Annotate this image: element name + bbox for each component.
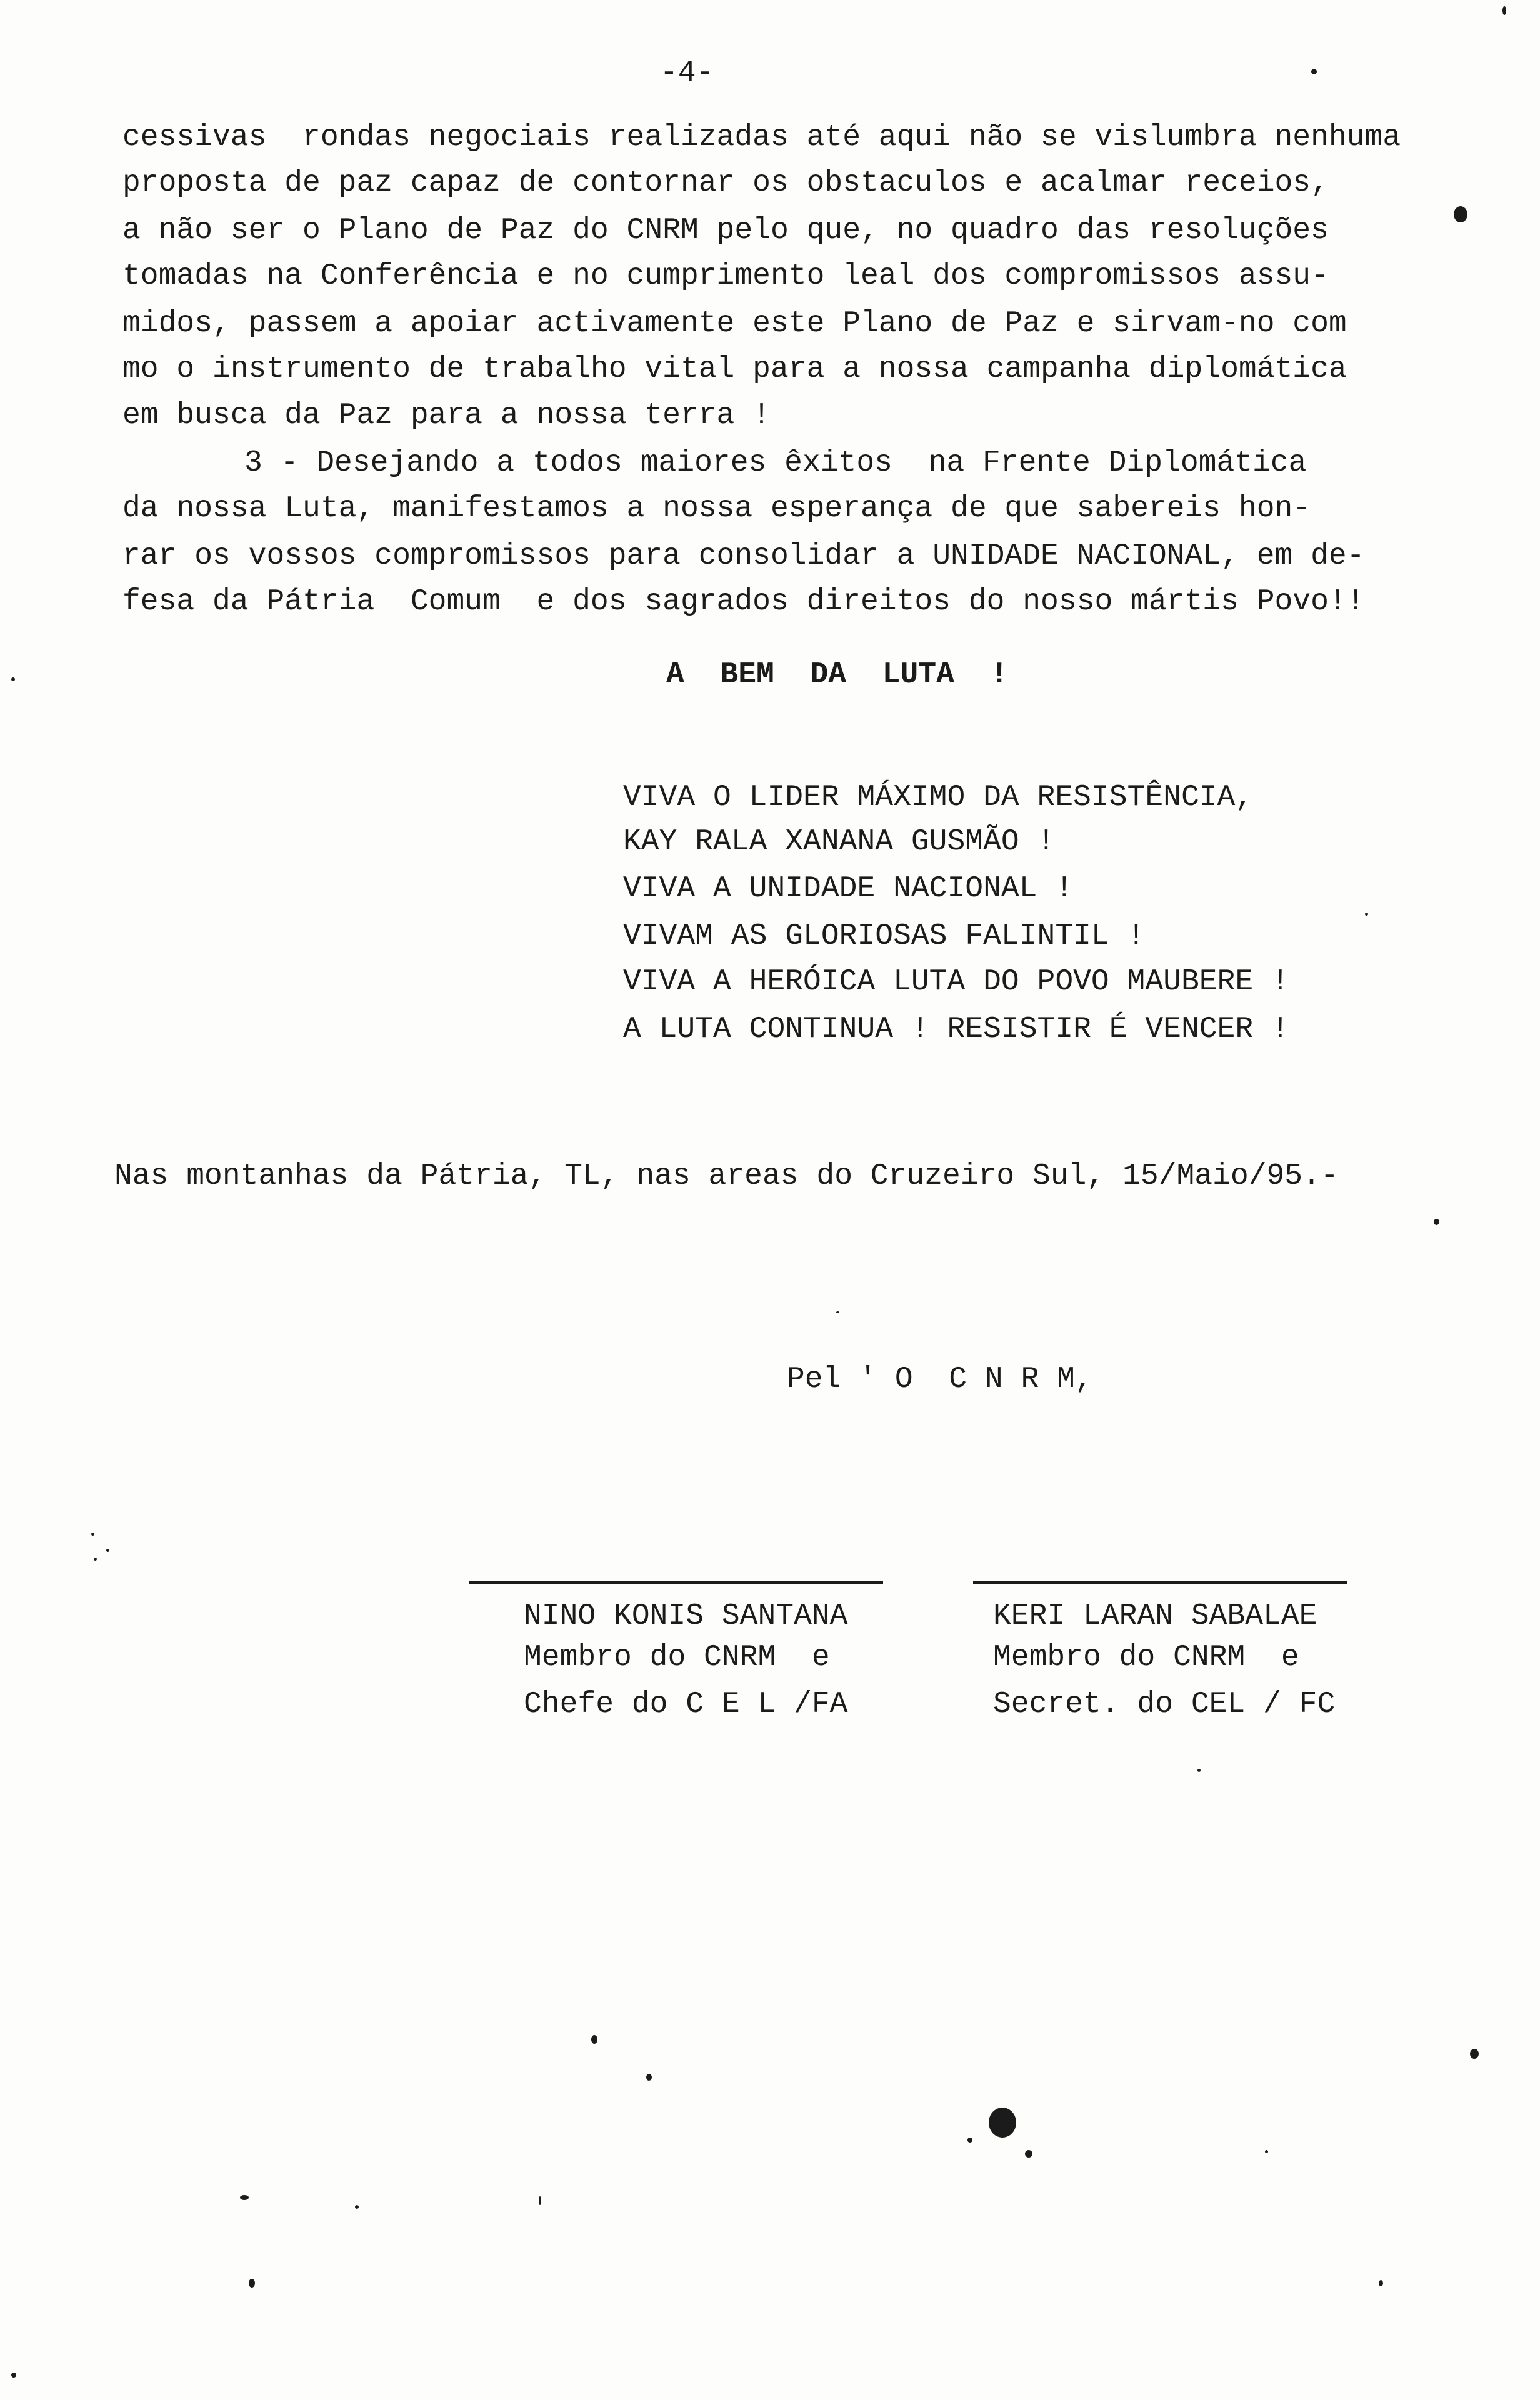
signatory-role: Membro do CNRM e bbox=[993, 1641, 1299, 1674]
ink-speck bbox=[646, 2074, 652, 2081]
ink-speck bbox=[11, 2372, 16, 2378]
body-line: proposta de paz capaz de contornar os obstaculos e acalmar receios, bbox=[122, 166, 1329, 200]
ink-speck bbox=[1434, 1219, 1439, 1225]
ink-speck bbox=[989, 2108, 1016, 2138]
place-date: Nas montanhas da Pátria, TL, nas areas do Cruzeiro Sul, 15/Maio/95.- bbox=[114, 1159, 1339, 1193]
ink-speck bbox=[1379, 2280, 1383, 2286]
ink-speck bbox=[106, 1549, 109, 1552]
ink-speck bbox=[1198, 1769, 1201, 1772]
ink-speck bbox=[1365, 912, 1368, 916]
signatory-title: Chefe do C E L /FA bbox=[524, 1688, 848, 1721]
ink-speck bbox=[1454, 206, 1468, 222]
ink-speck bbox=[1502, 6, 1506, 15]
slogan: VIVAM AS GLORIOSAS FALINTIL ! bbox=[623, 919, 1146, 953]
signatory-title: Secret. do CEL / FC bbox=[993, 1688, 1336, 1721]
signatory-for: Pel ' O C N R M, bbox=[787, 1362, 1093, 1396]
slogan: VIVA A UNIDADE NACIONAL ! bbox=[623, 872, 1074, 906]
signature-line-left bbox=[469, 1581, 883, 1584]
ink-speck bbox=[1311, 69, 1317, 74]
ink-speck bbox=[91, 1532, 94, 1536]
body-line: rar os vossos compromissos para consolidar a UNIDADE NACIONAL, em de- bbox=[122, 539, 1365, 573]
ink-speck bbox=[249, 2279, 255, 2288]
signatory-name: NINO KONIS SANTANA bbox=[524, 1599, 848, 1633]
ink-speck bbox=[968, 2138, 972, 2142]
ink-speck bbox=[1265, 2150, 1268, 2153]
ink-speck bbox=[94, 1558, 97, 1561]
body-line: tomadas na Conferência e no cumprimento leal dos compromissos assu- bbox=[122, 259, 1329, 293]
ink-speck bbox=[1470, 2049, 1479, 2059]
slogan: A LUTA CONTINUA ! RESISTIR É VENCER ! bbox=[623, 1012, 1289, 1046]
body-line: midos, passem a apoiar activamente este Plano de Paz e sirvam-no com bbox=[122, 307, 1347, 341]
signatory-name: KERI LARAN SABALAE bbox=[993, 1599, 1318, 1633]
ink-speck bbox=[240, 2195, 249, 2200]
ink-speck bbox=[1025, 2150, 1032, 2158]
signatory-role: Membro do CNRM e bbox=[524, 1641, 830, 1674]
body-line: a não ser o Plano de Paz do CNRM pelo que, no quadro das resoluções bbox=[122, 214, 1329, 248]
slogan: VIVA A HERÓICA LUTA DO POVO MAUBERE ! bbox=[623, 965, 1289, 999]
ink-speck bbox=[355, 2205, 359, 2209]
ink-speck bbox=[11, 678, 15, 681]
body-line: em busca da Paz para a nossa terra ! bbox=[122, 399, 771, 432]
slogan: VIVA O LIDER MÁXIMO DA RESISTÊNCIA, bbox=[623, 781, 1254, 814]
body-line: cessivas rondas negociais realizadas até aqui não se vislumbra nenhuma bbox=[122, 121, 1401, 154]
body-line: mo o instrumento de trabalho vital para a nossa campanha diplomática bbox=[122, 352, 1347, 386]
ink-speck bbox=[836, 1311, 839, 1313]
ink-speck bbox=[539, 2196, 541, 2205]
closing-salutation: A BEM DA LUTA ! bbox=[666, 658, 1009, 692]
ink-speck bbox=[591, 2035, 598, 2044]
signature-line-right bbox=[973, 1581, 1348, 1584]
body-line: fesa da Pátria Comum e dos sagrados direitos do nosso mártis Povo!! bbox=[122, 585, 1365, 619]
slogan: KAY RALA XANANA GUSMÃO ! bbox=[623, 825, 1056, 859]
page-number: -4- bbox=[660, 56, 714, 90]
body-line: 3 - Desejando a todos maiores êxitos na Frente Diplomática bbox=[244, 446, 1307, 480]
body-line: da nossa Luta, manifestamos a nossa esperança de que sabereis hon- bbox=[122, 492, 1311, 526]
